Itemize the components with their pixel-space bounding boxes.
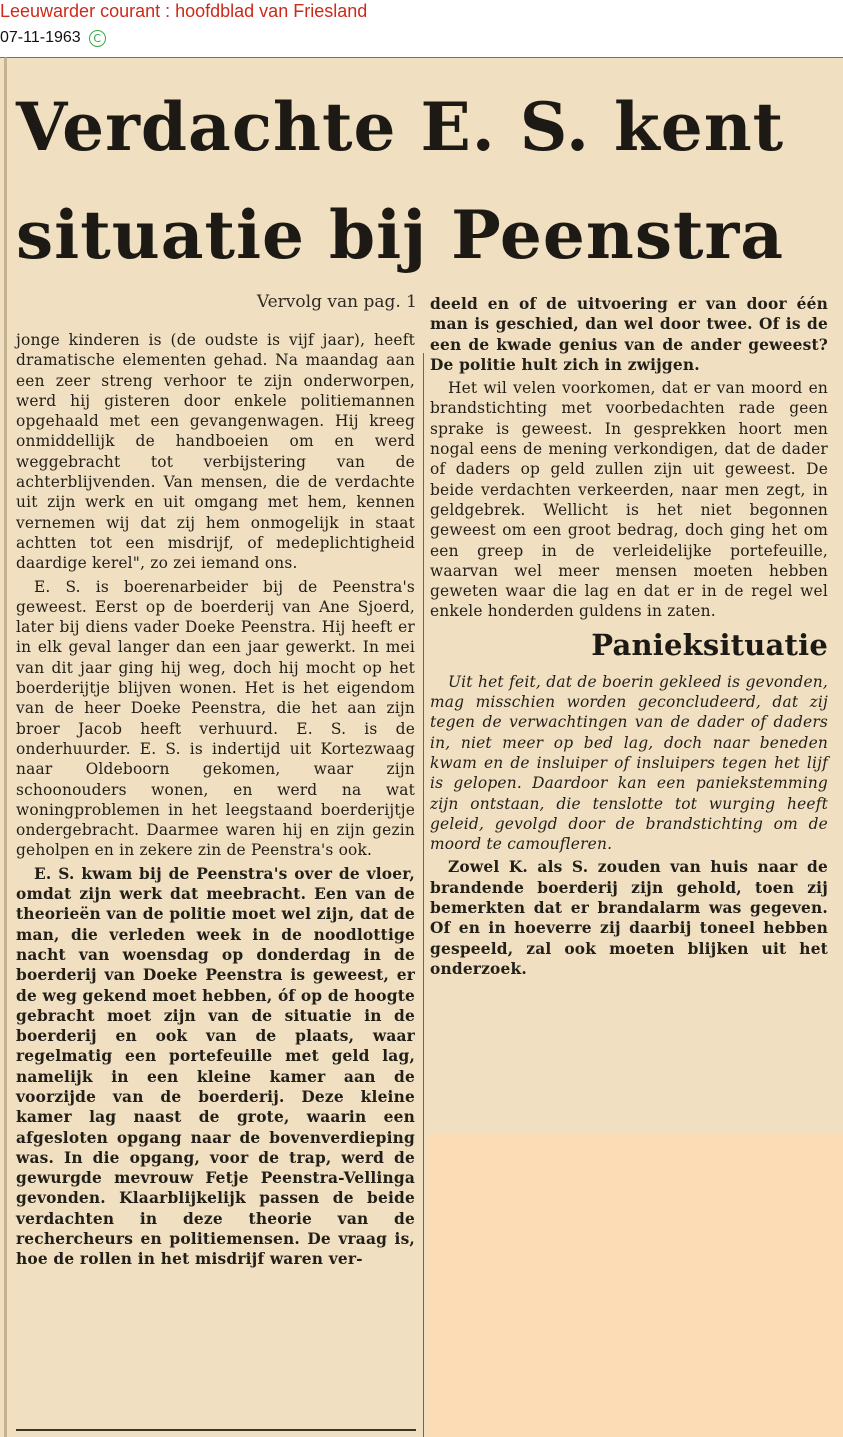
copyright-icon[interactable]: C [89, 30, 106, 47]
right-column [430, 294, 828, 982]
column-end-rule [16, 1429, 416, 1431]
clipping-left-edge [4, 57, 7, 1437]
blank-paper-area [428, 1133, 843, 1437]
article-headline [16, 73, 836, 289]
newspaper-clipping [0, 57, 843, 1437]
viewer-header [0, 0, 843, 58]
left-column [16, 330, 415, 1273]
paragraph: jonge kinderen is (de oudste is vijf jaar), heeft dramatische elementen gehad. Na maandag aan een zeer streng verhoor te zijn onderworpen, werd hij gisteren door enkele politiemannen opgehaald met een gevangenwagen. Hij kreeg onmiddellijk de handboeien om en werd weggebracht tot verbijstering van de achterblijvenden. Van mensen, die de verdachte uit zijn werk en uit omgang met hem, kennen vernemen wij dat zij hem onmogelijk in staat achtten tot een misdrijf, of medeplichtigheid daardige kerel", zo zei iemand ons. [16, 331, 415, 573]
source-title-link[interactable]: Leeuwarder courant : hoofdblad van Friesland [0, 1, 368, 21]
paragraph: E. S. is boerenarbeider bij de Peenstra's geweest. Eerst op de boerderij van Ane Sjoerd, later bij diens vader Doeke Peenstra. Hij heeft er in elk geval langer dan een jaar gewerkt. In mei van dit jaar ging hij weg, doch hij mocht op het boerderijtje blijven wonen. Het is het eigendom van de heer Doeke Peenstra, die het aan zijn broer Jacob heeft verhuurd. E. S. is de onderhuurder. E. S. is indertijd uit Kortezwaag naar Oldeboorn gekomen, waar zijn schoonouders wonen, en werd na wat woningproblemen in het leegstaand boerderijtje ondergebracht. Daarmee waren hij en zijn gezin geholpen en in zekere zin de Peenstra's ook. [16, 577, 415, 860]
headline-line-2: situatie bij Peenstra [16, 196, 785, 274]
publication-date: 07-11-1963 [0, 29, 81, 46]
clipping-top-border [0, 57, 843, 58]
paragraph: Uit het feit, dat de boerin gekleed is gevonden, mag misschien worden geconcludeerd, dat zij tegen de verwachtingen van de dader of daders in, niet meer op bed lag, doch naar beneden kwam en de insluiper of insluipers tegen het lijf is gelopen. Daardoor kan een paniekstemming zijn ontstaan, die tenslotte tot wurging heeft geleid, gevolgd door de brandstichting om de moord te camoufleren. [430, 672, 828, 854]
date-line [0, 29, 106, 47]
paragraph: E. S. kwam bij de Peenstra's over de vloer, omdat zijn werk dat meebracht. Een van de theorieën van de politie moet wel zijn, dat de man, die verleden week in de noodlottige nacht van woensdag op donderdag in de boerderij van Doeke Peenstra is geweest, er de weg gekend moet hebben, óf op de hoogte gebracht moet zijn van de situatie in de boerderij en ook van de plaats, waar regelmatig een portefeuille met geld lag, namelijk in een kleine kamer aan de voorzijde van de boerderij. Deze kleine kamer lag naast de grote, waarin een afgesloten opgang naar de bovenverdieping was. In die opgang, voor de trap, werd de gewurgde mevrouw Fetje Peenstra-Vellinga gevonden. Klaarblijkelijk passen de beide verdachten in deze theorie van de rechercheurs en politiemensen. De vraag is, hoe de rollen in het misdrijf waren ver- [16, 864, 415, 1269]
section-subheading: Panieksituatie [591, 627, 828, 662]
paragraph: Zowel K. als S. zouden van huis naar de brandende boerderij zijn gehold, toen zij bemerkten dat er brandalarm was gegeven. Of en in hoeverre zij daarbij toneel hebben gespeeld, zal ook moeten blijken uit het onderzoek. [430, 858, 828, 978]
paragraph: deeld en of de uitvoering er van door één man is geschied, dan wel door twee. Of is de een de kwade genius van de ander geweest? De politie hult zich in zwijgen. [430, 295, 828, 374]
column-divider [423, 353, 424, 1437]
paragraph: Het wil velen voorkomen, dat er van moord en brandstichting met voorbedachten rade geen sprake is geweest. In gesprekken hoort men nogal eens de mening verkondigen, dat de dader of daders op geld zullen zijn uit geweest. De beide verdachten verkeerden, naar men zegt, in geldgebrek. Wellicht is het niet begonnen geweest om een groot bedrag, doch ging het om een greep in de verleidelijke portefeuille, waarvan wel meer mensen moeten hebben geweten waar die lag en dat er in de regel wel enkele honderden guldens in zaten. [430, 379, 828, 621]
continued-from-note: Vervolg van pag. 1 [256, 292, 417, 312]
headline-line-1: Verdachte E. S. kent [16, 88, 785, 166]
